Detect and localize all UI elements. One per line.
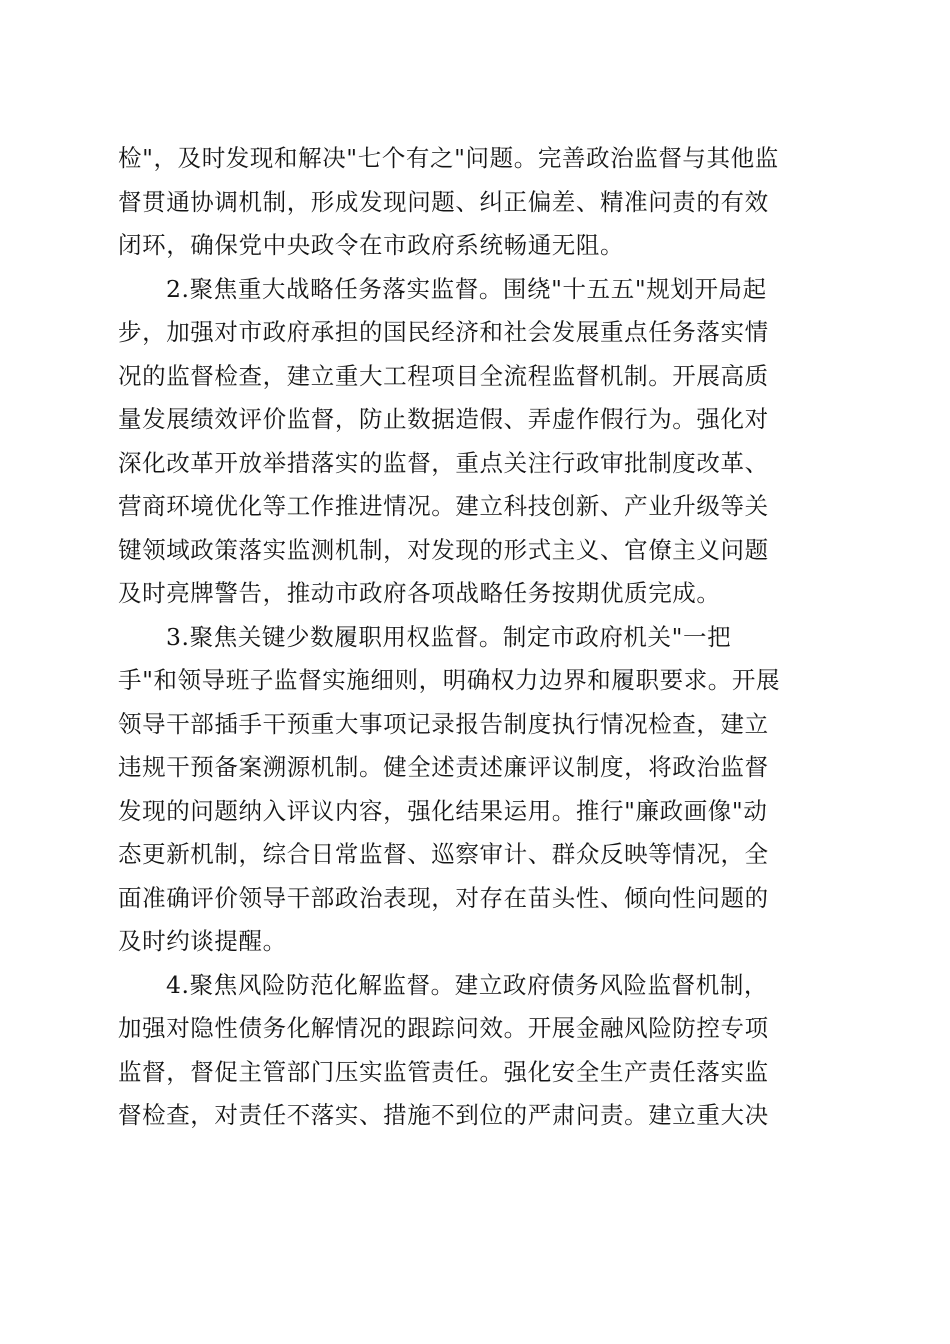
text-line: 及时约谈提醒。 (118, 927, 287, 955)
text-line: 况的监督检查，建立重大工程项目全流程监督机制。开展高质 (118, 361, 769, 390)
body-text (118, 137, 824, 1138)
text-line: 督贯通协调机制，形成发现问题、纠正偏差、精准问责的有效 (118, 187, 769, 216)
text-line: 手"和领导班子监督实施细则，明确权力边界和履职要求。开展 (118, 666, 781, 694)
section-heading-line: 4.聚焦风险防范化解监督。建立政府债务风险监督机制， (166, 970, 769, 999)
section-heading-line: 2.聚焦重大战略任务落实监督。围绕"十五五"规划开局起 (166, 274, 767, 303)
text-line: 键领域政策落实监测机制，对发现的形式主义、官僚主义问题 (118, 535, 769, 564)
text-line: 检"，及时发现和解决"七个有之"问题。完善政治监督与其他监 (118, 144, 779, 172)
text-line: 态更新机制，综合日常监督、巡察审计、群众反映等情况，全 (118, 840, 769, 868)
text-line: 及时亮牌警告，推动市政府各项战略任务按期优质完成。 (118, 579, 721, 607)
text-line: 加强对隐性债务化解情况的跟踪问效。开展金融风险防控专项 (118, 1014, 769, 1042)
text-line: 面准确评价领导干部政治表现，对存在苗头性、倾向性问题的 (118, 883, 769, 912)
section-heading-line: 3.聚焦关键少数履职用权监督。制定市政府机关"一把 (166, 622, 732, 651)
text-line: 违规干预备案溯源机制。健全述责述廉评议制度，将政治监督 (118, 753, 769, 781)
text-line: 监督，督促主管部门压实监管责任。强化安全生产责任落实监 (118, 1057, 769, 1086)
text-line: 领导干部插手干预重大事项记录报告制度执行情况检查，建立 (118, 709, 769, 738)
text-line: 闭环，确保党中央政令在市政府系统畅通无阻。 (118, 231, 625, 259)
text-line: 督检查，对责任不落实、措施不到位的严肃问责。建立重大决 (118, 1101, 769, 1129)
text-line: 量发展绩效评价监督，防止数据造假、弄虚作假行为。强化对 (118, 405, 769, 433)
text-line: 营商环境优化等工作推进情况。建立科技创新、产业升级等关 (118, 492, 769, 520)
text-line: 步，加强对市政府承担的国民经济和社会发展重点任务落实情 (118, 318, 769, 346)
text-line: 发现的问题纳入评议内容，强化结果运用。推行"廉政画像"动 (118, 796, 768, 825)
text-line: 深化改革开放举措落实的监督，重点关注行政审批制度改革、 (118, 448, 769, 477)
